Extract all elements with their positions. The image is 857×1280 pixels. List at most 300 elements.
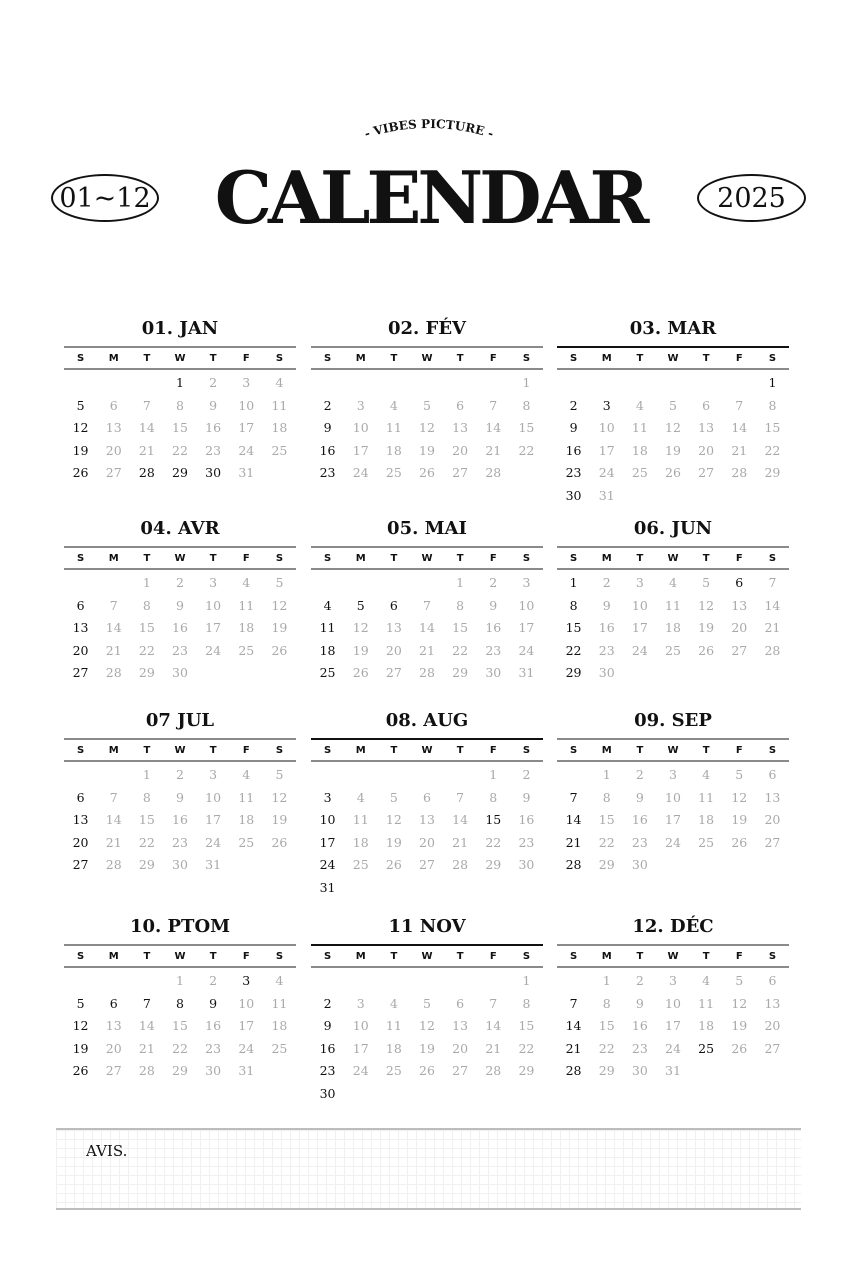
weekday-label: T <box>456 352 464 364</box>
weekday-label: T <box>390 352 398 364</box>
day-cell: 28 <box>731 465 748 481</box>
day-cell: 28 <box>419 665 435 681</box>
day-cell: 28 <box>565 857 582 873</box>
day-cell: 30 <box>205 1063 222 1079</box>
day-cell: 15 <box>172 420 188 436</box>
day-cell: 15 <box>485 812 502 828</box>
day-cell: 6 <box>423 789 431 805</box>
day-cell: 4 <box>356 789 365 805</box>
empty-cell <box>130 372 163 395</box>
day-cell: 28 <box>485 1063 502 1079</box>
day-cell: 2 <box>176 575 184 590</box>
day-cell: 29 <box>452 665 469 681</box>
day-cell: 7 <box>735 397 744 413</box>
day-cell: 14 <box>452 812 469 828</box>
day-cell: 25 <box>631 465 648 481</box>
day-cell: 15 <box>138 812 155 828</box>
day-cell: 5 <box>702 575 711 590</box>
weekday-label: S <box>275 744 284 756</box>
month-block <box>64 910 296 1083</box>
day-cell: 10 <box>352 420 369 436</box>
weekday-label: M <box>601 552 612 564</box>
weekday-label: T <box>702 950 710 962</box>
empty-cell <box>477 970 510 993</box>
day-cell: 8 <box>489 789 498 805</box>
day-cell: 21 <box>105 642 122 658</box>
day-cell: 23 <box>485 642 502 658</box>
day-cell: 16 <box>598 620 615 636</box>
day-cell: 16 <box>205 1018 222 1034</box>
weekday-label: S <box>768 950 777 962</box>
weekday-label: W <box>174 352 186 364</box>
empty-cell <box>623 372 656 395</box>
day-cell: 18 <box>698 1018 715 1034</box>
day-cell: 30 <box>172 665 188 681</box>
day-cell: 26 <box>731 834 748 850</box>
day-cell: 14 <box>138 420 155 436</box>
weekday-label: F <box>242 744 250 756</box>
empty-cell <box>656 372 689 395</box>
day-cell: 2 <box>569 397 578 413</box>
day-cell: 24 <box>665 834 681 850</box>
day-cell: 3 <box>356 995 365 1011</box>
day-cell: 10 <box>319 812 336 828</box>
day-cell: 20 <box>764 812 781 828</box>
day-cell: 7 <box>569 995 578 1011</box>
day-cell: 10 <box>665 995 681 1011</box>
day-cell: 7 <box>142 397 151 413</box>
month-block <box>557 512 789 685</box>
day-cell: 1 <box>489 767 498 782</box>
day-cell: 22 <box>565 642 582 658</box>
weekday-label: W <box>421 950 433 962</box>
day-cell: 23 <box>565 465 582 481</box>
day-cell: 3 <box>669 973 677 988</box>
empty-cell <box>344 764 377 787</box>
day-cell: 28 <box>452 857 469 873</box>
day-cell: 17 <box>631 620 648 636</box>
day-cell: 20 <box>105 442 122 458</box>
day-cell: 10 <box>665 789 681 805</box>
day-cell: 15 <box>518 1018 535 1034</box>
weekday-label: T <box>702 352 710 364</box>
day-cell: 8 <box>176 397 184 413</box>
day-cell: 26 <box>72 1063 89 1079</box>
day-cell: 12 <box>352 620 369 636</box>
weekday-label: F <box>489 950 497 962</box>
day-cell: 4 <box>702 767 711 782</box>
day-cell: 22 <box>764 442 781 458</box>
day-cell: 19 <box>731 1018 748 1034</box>
day-cell: 25 <box>698 1040 715 1056</box>
day-cell: 27 <box>731 642 748 658</box>
weekday-label: S <box>569 744 578 756</box>
day-cell: 30 <box>518 857 535 873</box>
weekday-label: S <box>768 744 777 756</box>
day-cell: 30 <box>319 1085 336 1101</box>
day-cell: 27 <box>72 857 89 873</box>
day-cell: 3 <box>522 575 531 590</box>
day-cell: 31 <box>238 465 255 481</box>
day-cell: 1 <box>569 575 578 590</box>
page-title: CALENDAR <box>214 155 646 240</box>
day-cell: 14 <box>565 812 582 828</box>
day-cell: 11 <box>271 995 288 1011</box>
empty-cell <box>130 970 163 993</box>
weekday-header <box>557 944 789 968</box>
notes-area[interactable] <box>56 1128 801 1210</box>
day-cell: 24 <box>352 465 369 481</box>
weekday-label: T <box>209 744 217 756</box>
notes-label: AVIS. <box>86 1142 128 1160</box>
weekday-label: S <box>275 552 284 564</box>
day-cell: 20 <box>419 834 435 850</box>
weekday-label: F <box>489 352 497 364</box>
day-cell: 4 <box>669 575 677 590</box>
day-cell: 24 <box>598 465 615 481</box>
day-cell: 11 <box>385 420 402 436</box>
day-cell: 1 <box>602 973 611 988</box>
day-cell: 13 <box>72 812 89 828</box>
day-cell: 14 <box>138 1018 155 1034</box>
day-cell: 27 <box>764 1040 781 1056</box>
empty-cell <box>444 970 477 993</box>
empty-cell <box>344 372 377 395</box>
weekday-label: W <box>421 744 433 756</box>
weekday-label: S <box>323 552 332 564</box>
month-name: 09. SEP <box>634 710 712 731</box>
weekday-label: S <box>768 352 777 364</box>
day-cell: 18 <box>271 420 288 436</box>
day-cell: 24 <box>319 857 336 873</box>
svg-text:- VIBES PICTURE - <box>362 117 495 141</box>
day-cell: 13 <box>72 620 89 636</box>
day-cell: 28 <box>764 642 781 658</box>
weekday-label: T <box>456 744 464 756</box>
day-cell: 2 <box>323 397 332 413</box>
weekday-label: T <box>456 552 464 564</box>
weekday-label: S <box>76 552 85 564</box>
day-cell: 20 <box>72 834 89 850</box>
day-cell: 23 <box>319 1063 336 1079</box>
weekday-label: W <box>667 552 679 564</box>
day-cell: 1 <box>602 767 611 782</box>
day-cell: 13 <box>452 420 469 436</box>
month-block <box>557 910 789 1083</box>
empty-cell <box>377 970 410 993</box>
day-cell: 26 <box>419 1063 435 1079</box>
empty-cell <box>410 970 443 993</box>
weekday-label: S <box>323 744 332 756</box>
day-cell: 28 <box>105 665 122 681</box>
day-cell: 31 <box>205 857 222 873</box>
day-cell: 1 <box>522 375 531 390</box>
day-cell: 18 <box>385 1040 402 1056</box>
day-cell: 7 <box>768 575 777 590</box>
month-name: 12. DÉC <box>632 916 714 937</box>
month-name: 08. AUG <box>385 710 469 731</box>
day-grid <box>311 968 543 1106</box>
day-cell: 17 <box>352 1040 369 1056</box>
day-cell: 8 <box>602 995 611 1011</box>
weekday-label: W <box>174 950 186 962</box>
day-cell: 21 <box>138 442 155 458</box>
empty-cell <box>377 372 410 395</box>
weekday-label: M <box>601 744 612 756</box>
weekday-label: S <box>76 950 85 962</box>
day-cell: 25 <box>238 834 255 850</box>
day-cell: 10 <box>518 597 535 613</box>
day-cell: 10 <box>631 597 648 613</box>
weekday-label: W <box>667 950 679 962</box>
day-cell: 18 <box>319 642 336 658</box>
weekday-label: T <box>702 552 710 564</box>
day-cell: 30 <box>205 465 222 481</box>
day-cell: 24 <box>518 642 535 658</box>
day-cell: 4 <box>323 597 332 613</box>
brand-text: - VIBES PICTURE - <box>362 116 495 141</box>
day-cell: 29 <box>172 1063 188 1079</box>
day-cell: 15 <box>518 420 535 436</box>
day-cell: 2 <box>323 995 332 1011</box>
day-cell: 29 <box>518 1063 535 1079</box>
empty-cell <box>410 372 443 395</box>
day-cell: 16 <box>631 812 648 828</box>
weekday-label: T <box>143 744 151 756</box>
weekday-label: W <box>421 552 433 564</box>
day-cell: 27 <box>72 665 89 681</box>
weekday-label: M <box>108 744 119 756</box>
weekday-label: T <box>390 950 398 962</box>
day-cell: 26 <box>271 834 288 850</box>
empty-cell <box>344 572 377 595</box>
weekday-label: M <box>108 352 119 364</box>
day-cell: 16 <box>172 620 188 636</box>
day-cell: 11 <box>385 1018 402 1034</box>
day-cell: 29 <box>598 1063 615 1079</box>
weekday-header <box>557 346 789 370</box>
day-grid <box>311 762 543 900</box>
day-cell: 21 <box>485 1040 502 1056</box>
day-cell: 24 <box>238 1040 255 1056</box>
day-cell: 15 <box>764 420 781 436</box>
weekday-label: W <box>421 352 433 364</box>
day-cell: 13 <box>385 620 402 636</box>
day-cell: 21 <box>485 442 502 458</box>
day-cell: 7 <box>489 397 498 413</box>
day-cell: 20 <box>385 642 402 658</box>
day-cell: 30 <box>565 487 582 503</box>
day-cell: 11 <box>665 597 681 613</box>
day-cell: 8 <box>522 995 531 1011</box>
month-block <box>64 312 296 485</box>
day-cell: 17 <box>598 442 615 458</box>
day-cell: 4 <box>275 973 284 988</box>
weekday-label: S <box>768 552 777 564</box>
range-pill <box>51 174 159 222</box>
day-cell: 10 <box>205 789 222 805</box>
day-cell: 11 <box>319 620 336 636</box>
day-cell: 2 <box>635 767 644 782</box>
weekday-label: S <box>522 744 531 756</box>
weekday-label: F <box>489 744 497 756</box>
weekday-label: S <box>323 352 332 364</box>
empty-cell <box>557 764 590 787</box>
day-cell: 7 <box>142 995 151 1011</box>
day-cell: 12 <box>72 1018 89 1034</box>
weekday-label: W <box>667 744 679 756</box>
day-cell: 12 <box>698 597 715 613</box>
empty-cell <box>97 572 130 595</box>
day-cell: 16 <box>631 1018 648 1034</box>
day-cell: 25 <box>385 465 402 481</box>
day-cell: 13 <box>419 812 435 828</box>
day-cell: 10 <box>352 1018 369 1034</box>
day-cell: 24 <box>205 642 222 658</box>
day-cell: 9 <box>209 397 218 413</box>
day-cell: 3 <box>323 789 332 805</box>
day-cell: 15 <box>565 620 582 636</box>
weekday-label: S <box>323 950 332 962</box>
day-cell: 9 <box>323 1018 332 1034</box>
day-cell: 15 <box>172 1018 188 1034</box>
day-cell: 28 <box>138 1063 155 1079</box>
weekday-label: T <box>209 352 217 364</box>
day-cell: 15 <box>452 620 469 636</box>
weekday-label: S <box>275 352 284 364</box>
day-cell: 25 <box>352 857 369 873</box>
day-cell: 29 <box>138 857 155 873</box>
day-cell: 29 <box>764 465 781 481</box>
day-cell: 26 <box>271 642 288 658</box>
day-cell: 23 <box>631 1040 648 1056</box>
day-cell: 7 <box>569 789 578 805</box>
day-cell: 22 <box>172 442 188 458</box>
day-cell: 5 <box>423 397 431 413</box>
weekday-header <box>64 346 296 370</box>
day-cell: 4 <box>389 995 398 1011</box>
day-cell: 28 <box>565 1063 582 1079</box>
month-block <box>311 910 543 1106</box>
day-cell: 18 <box>665 620 681 636</box>
day-cell: 21 <box>452 834 469 850</box>
day-cell: 25 <box>271 1040 288 1056</box>
weekday-header <box>557 546 789 570</box>
day-cell: 11 <box>271 397 288 413</box>
day-grid <box>64 370 296 485</box>
weekday-header <box>557 738 789 762</box>
empty-cell <box>64 372 97 395</box>
day-cell: 28 <box>105 857 122 873</box>
day-cell: 12 <box>419 1018 435 1034</box>
day-cell: 25 <box>698 834 715 850</box>
day-cell: 11 <box>631 420 648 436</box>
day-cell: 5 <box>76 995 85 1011</box>
day-cell: 18 <box>238 620 255 636</box>
weekday-label: M <box>601 950 612 962</box>
day-cell: 14 <box>105 812 122 828</box>
empty-cell <box>590 372 623 395</box>
weekday-label: M <box>355 352 366 364</box>
day-cell: 11 <box>238 597 255 613</box>
day-cell: 24 <box>238 442 255 458</box>
weekday-label: T <box>143 552 151 564</box>
day-cell: 19 <box>419 442 435 458</box>
day-cell: 5 <box>356 597 365 613</box>
day-cell: 25 <box>271 442 288 458</box>
year-pill <box>697 174 806 222</box>
day-cell: 12 <box>419 420 435 436</box>
weekday-label: S <box>522 552 531 564</box>
weekday-label: S <box>569 950 578 962</box>
day-cell: 14 <box>485 1018 502 1034</box>
day-cell: 16 <box>518 812 535 828</box>
day-cell: 21 <box>105 834 122 850</box>
day-cell: 27 <box>764 834 781 850</box>
empty-cell <box>377 764 410 787</box>
month-block <box>64 512 296 685</box>
weekday-label: M <box>355 744 366 756</box>
day-cell: 29 <box>172 465 188 481</box>
day-cell: 21 <box>138 1040 155 1056</box>
day-cell: 22 <box>518 442 535 458</box>
day-cell: 22 <box>598 1040 615 1056</box>
day-cell: 22 <box>452 642 469 658</box>
day-cell: 1 <box>176 973 184 988</box>
day-cell: 26 <box>731 1040 748 1056</box>
weekday-label: S <box>522 950 531 962</box>
day-cell: 23 <box>598 642 615 658</box>
day-cell: 11 <box>352 812 369 828</box>
month-name: 11 NOV <box>388 916 466 937</box>
day-cell: 5 <box>76 397 85 413</box>
day-cell: 23 <box>631 834 648 850</box>
day-cell: 22 <box>598 834 615 850</box>
day-cell: 16 <box>205 420 222 436</box>
day-cell: 19 <box>271 620 288 636</box>
day-cell: 15 <box>598 812 615 828</box>
weekday-label: S <box>569 552 578 564</box>
day-cell: 20 <box>452 1040 469 1056</box>
month-name: 10. PTOM <box>129 916 231 937</box>
day-cell: 8 <box>142 789 151 805</box>
day-cell: 9 <box>635 995 644 1011</box>
month-name: 02. FÉV <box>387 318 467 339</box>
weekday-label: M <box>355 552 366 564</box>
day-cell: 13 <box>105 1018 122 1034</box>
day-cell: 3 <box>209 575 218 590</box>
day-cell: 13 <box>452 1018 469 1034</box>
day-cell: 25 <box>385 1063 402 1079</box>
month-block <box>311 704 543 900</box>
day-cell: 19 <box>698 620 715 636</box>
month-block <box>311 312 543 485</box>
day-cell: 18 <box>238 812 255 828</box>
weekday-header <box>311 546 543 570</box>
day-cell: 9 <box>522 789 531 805</box>
day-cell: 23 <box>319 465 336 481</box>
day-cell: 3 <box>602 397 611 413</box>
weekday-label: F <box>242 352 250 364</box>
day-cell: 2 <box>602 575 611 590</box>
month-name: 05. MAI <box>387 518 467 539</box>
day-cell: 5 <box>389 789 398 805</box>
empty-cell <box>311 764 344 787</box>
empty-cell <box>311 372 344 395</box>
day-cell: 27 <box>419 857 435 873</box>
day-cell: 26 <box>665 465 681 481</box>
day-cell: 2 <box>635 973 644 988</box>
